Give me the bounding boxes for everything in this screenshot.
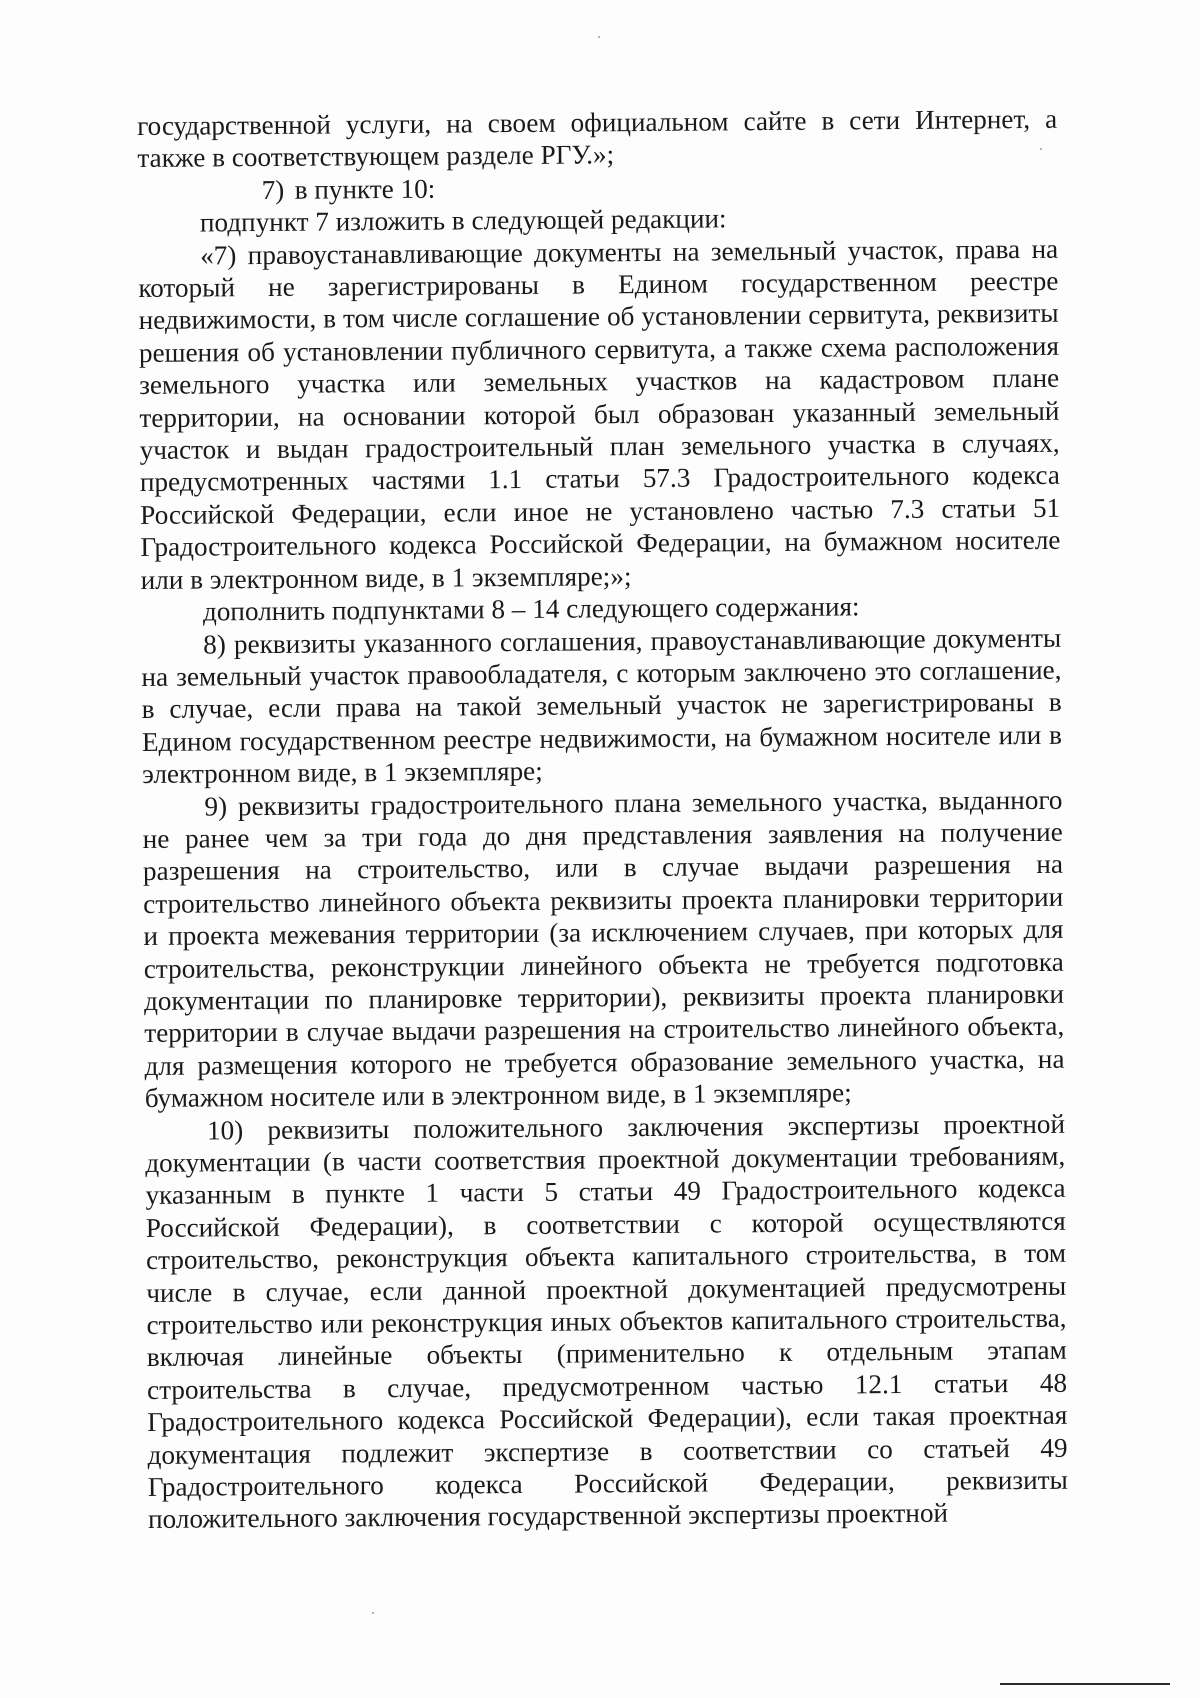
paragraph-continuation: государственной услуги, на своем официальном сайте в сети Интернет, а также в соответствующем разделе РГУ.»; — [137, 103, 1058, 174]
paragraph-subitem-7: «7) правоустанавливающие документы на земельный участок, права на который не зарегистрированы в Едином государственном реестре недвижимости, в том числе соглашение об установлении сервитута, реквизиты решения об установлении публичного сервитута, а также схема расположения земельного участка или земельных участков на кадастровом плане территории, на основании которой был образован указанный земельный участок и выдан градостроительный план земельного участка в случаях, предусмотренных частями 1.1 статьи 57.3 Градостроительного кодекса Российской Федерации, если иное не установлено частью 7.3 статьи 51 Градостроительного кодекса Российской Федерации, на бумажном носителе или в электронном виде, в 1 экземпляре;»; — [138, 233, 1061, 595]
scan-speck — [598, 36, 600, 38]
paragraph-subitem-8: 8) реквизиты указанного соглашения, правоустанавливающие документы на земельный участок правообладателя, с которым заключено это соглашение, в случае, если права на такой земельный участок не зарегистрированы в Едином государственном реестре недвижимости, на бумажном носителе или в электронном виде, в 1 экземпляре; — [141, 622, 1063, 790]
document-body — [137, 103, 1068, 1536]
paragraph-subitem-10: 10) реквизиты положительного заключения экспертизы проектной документации (в части соответствия проектной документации требованиям, указанным в пункте 1 части 5 статьи 49 Градостроительного кодекса Российской Федерации), в соответствии с которой осуществляются строительство, реконструкция объекта капитального строительства, в том числе в случае, если данной проектной документацией предусмотрены строительство или реконструкция иных объектов капитального строительства, включая линейные объекты (применительно к отдельным этапам строительства в случае, предусмотренном частью 12.1 статьи 48 Градостроительного кодекса Российской Федерации), если такая проектная документация подлежит экспертизе в соответствии со статьей 49 Градостроительного кодекса Российской Федерации, реквизиты положительного заключения государственной экспертизы проектной — [145, 1108, 1068, 1535]
item-7-text: в пункте 10: — [294, 173, 436, 205]
paragraph-subitem-9: 9) реквизиты градостроительного плана земельного участка, выданного не ранее чем за три года до дня представления заявления на получение разрешения на строительство, или в случае выдачи разрешения на строительство линейного объекта реквизиты проекта планировки территории и проекта межевания территории (за исключением случаев, при которых для строительства, реконструкции линейного объекта не требуется подготовка документации по планировке территории), реквизиты проекта планировки территории в случае выдачи разрешения на строительство линейного объекта, для размещения которого не требуется образование земельного участка, на бумажном носителе или в электронном виде, в 1 экземпляре; — [142, 784, 1065, 1114]
paragraph-subitem-7-intro: подпункт 7 изложить в следующей редакции: — [199, 203, 727, 238]
item-number: 7) — [261, 174, 285, 205]
paragraph-supplement-intro: дополнить подпунктами 8 – 14 следующего содержания: — [202, 591, 860, 627]
scan-speck — [1040, 148, 1042, 150]
scan-speck — [372, 1612, 374, 1614]
footer-rule — [1000, 1683, 1170, 1685]
